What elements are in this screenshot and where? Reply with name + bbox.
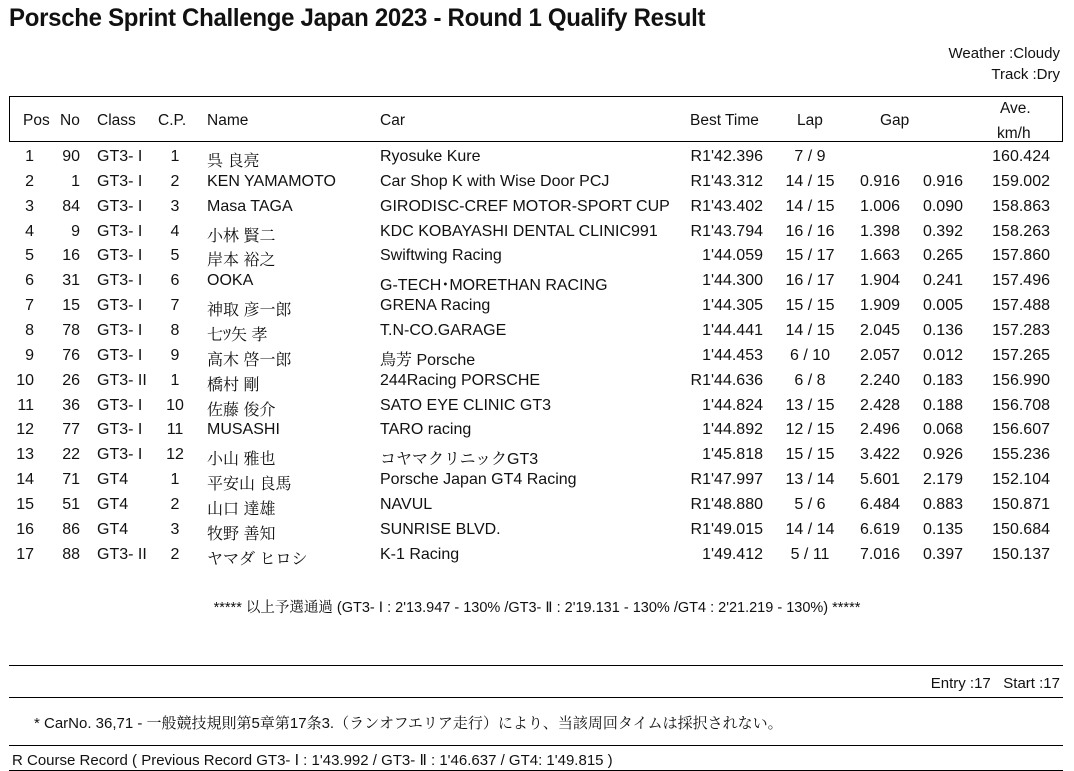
- header-lap: Lap: [797, 112, 823, 129]
- cell-gap-leader: 2.057: [859, 346, 900, 364]
- cell-gap-prev: 0.926: [922, 446, 963, 464]
- cell-no: 9: [71, 222, 80, 240]
- cell-class: GT4: [97, 471, 129, 489]
- cell-ave: 150.137: [992, 545, 1050, 563]
- cell-gap-prev: 0.068: [922, 421, 963, 439]
- cell-ave: 158.863: [992, 197, 1050, 215]
- weather-label: Weather :Cloudy: [948, 45, 1060, 62]
- cell-best-time: 1'44.441: [702, 321, 763, 339]
- cell-best-time: R1'48.880: [690, 495, 763, 513]
- cell-gap-leader: 1.904: [859, 272, 900, 290]
- cell-lap: 12 / 15: [785, 421, 835, 439]
- cell-name: 七ﾂ矢 孝: [207, 326, 268, 344]
- cell-gap-prev: 0.392: [922, 222, 963, 240]
- cell-ave: 159.002: [992, 172, 1050, 190]
- cell-class: GT4: [97, 520, 129, 538]
- header-no: No: [60, 112, 80, 129]
- divider-line-1: [9, 665, 1063, 666]
- cell-ave: 158.263: [992, 222, 1050, 240]
- cell-name: MUSASHI: [207, 421, 280, 439]
- cell-class: GT3- I: [97, 446, 143, 464]
- cell-gap-prev: 0.135: [922, 520, 963, 538]
- cell-lap: 14 / 14: [785, 520, 835, 538]
- table-top-border: [9, 96, 1063, 97]
- cell-cp: 11: [166, 421, 184, 439]
- cell-no: 1: [71, 172, 80, 190]
- cell-pos: 8: [25, 321, 34, 339]
- cell-car: SUNRISE BLVD.: [380, 520, 501, 538]
- cell-no: 90: [62, 148, 80, 165]
- cell-gap-prev: 0.916: [922, 172, 963, 190]
- header-class: Class: [97, 112, 136, 129]
- cell-car: 244Racing PORSCHE: [380, 371, 541, 389]
- table-row: [0, 245, 1074, 270]
- cell-car: NAVUL: [380, 495, 433, 513]
- cell-no: 16: [62, 247, 80, 265]
- cell-ave: 157.860: [992, 247, 1050, 265]
- cell-lap: 5 / 6: [794, 495, 826, 513]
- table-row: [0, 146, 1074, 171]
- cell-car: GIRODISC-CREF MOTOR-SPORT CUP: [380, 197, 670, 215]
- cell-best-time: R1'49.015: [690, 520, 763, 538]
- table-row: [0, 221, 1074, 246]
- cell-class: GT3- I: [97, 272, 143, 290]
- cell-best-time: 1'44.305: [702, 297, 763, 315]
- cell-cp: 1: [170, 148, 180, 165]
- cell-cp: 3: [170, 197, 180, 215]
- cell-ave: 150.684: [992, 520, 1050, 538]
- cell-car: コヤマクリニックGT3: [380, 451, 539, 469]
- table-row: [0, 444, 1074, 469]
- table-row: [0, 295, 1074, 320]
- cell-name: 橋村 剛: [207, 376, 260, 394]
- cell-class: GT3- I: [97, 346, 143, 364]
- table-row: [0, 494, 1074, 519]
- table-row: [0, 270, 1074, 295]
- cell-best-time: R1'43.794: [690, 222, 763, 240]
- cell-name: 高木 啓一郎: [207, 351, 292, 369]
- cell-class: GT3- I: [97, 197, 143, 215]
- cell-car: T.N-CO.GARAGE: [380, 321, 507, 339]
- cell-pos: 14: [16, 471, 34, 489]
- cell-gap-leader: 1.909: [859, 297, 900, 315]
- header-best-time: Best Time: [690, 112, 759, 129]
- cell-car: Car Shop K with Wise Door PCJ: [380, 172, 610, 190]
- cell-lap: 15 / 15: [785, 446, 835, 464]
- track-label: Track :Dry: [991, 66, 1060, 83]
- cell-car: TARO racing: [380, 421, 472, 439]
- table-row: [0, 370, 1074, 395]
- cell-name: KEN YAMAMOTO: [207, 172, 336, 190]
- cell-cp: 2: [170, 545, 180, 563]
- cell-gap-leader: 5.601: [859, 471, 900, 489]
- cell-ave: 150.871: [992, 495, 1050, 513]
- cell-gap-leader: 2.496: [859, 421, 900, 439]
- cell-no: 26: [62, 371, 80, 389]
- cell-best-time: 1'44.453: [702, 346, 763, 364]
- table-header-border: [9, 141, 1063, 142]
- cell-gap-prev: 0.012: [922, 346, 963, 364]
- cell-name: 小山 雅也: [207, 451, 276, 469]
- cell-gap-leader: 1.663: [859, 247, 900, 265]
- start-count: Start :17: [1003, 675, 1060, 692]
- table-left-border: [9, 96, 10, 141]
- cell-best-time: 1'44.824: [702, 396, 763, 414]
- cell-pos: 4: [25, 222, 34, 240]
- cell-no: 36: [62, 396, 80, 414]
- cell-ave: 157.488: [992, 297, 1050, 315]
- cell-gap-leader: 2.240: [859, 371, 900, 389]
- table-row: [0, 419, 1074, 444]
- cell-lap: 14 / 15: [785, 321, 835, 339]
- cell-cp: 2: [170, 495, 180, 513]
- table-row: [0, 544, 1074, 569]
- cell-name: 山口 達雄: [207, 500, 276, 518]
- cell-best-time: R1'43.312: [690, 172, 763, 190]
- cell-gap-leader: 1.398: [859, 222, 900, 240]
- cell-car: KDC KOBAYASHI DENTAL CLINIC991: [380, 222, 658, 240]
- cell-class: GT3- I: [97, 148, 143, 165]
- cell-gap-prev: 0.090: [922, 197, 963, 215]
- cell-pos: 2: [25, 172, 34, 190]
- cell-no: 78: [62, 321, 80, 339]
- cell-name: 佐藤 俊介: [207, 401, 276, 419]
- cell-best-time: 1'44.300: [702, 272, 763, 290]
- cell-gap-leader: 6.484: [859, 495, 900, 513]
- cell-ave: 152.104: [992, 471, 1050, 489]
- cell-pos: 9: [25, 346, 34, 364]
- cell-best-time: 1'44.892: [702, 421, 763, 439]
- cell-class: GT3- II: [97, 371, 147, 389]
- cell-lap: 16 / 17: [785, 272, 835, 290]
- cell-car: Porsche Japan GT4 Racing: [380, 471, 577, 489]
- cell-name: 小林 賢二: [207, 227, 276, 245]
- cell-gap-prev: 0.183: [922, 371, 963, 389]
- cell-no: 15: [62, 297, 80, 315]
- cell-best-time: R1'44.636: [690, 371, 763, 389]
- cell-best-time: R1'42.396: [690, 148, 763, 165]
- cell-lap: 7 / 9: [794, 148, 826, 165]
- cell-car: Ryosuke Kure: [380, 148, 481, 165]
- cell-name: Masa TAGA: [207, 197, 293, 215]
- cell-class: GT3- I: [97, 321, 143, 339]
- cell-gap-prev: 0.241: [922, 272, 963, 290]
- divider-line-3: [9, 745, 1063, 746]
- header-car: Car: [380, 112, 405, 129]
- cell-car: 鳥芳 Porsche: [380, 351, 476, 369]
- table-row: [0, 196, 1074, 221]
- cell-pos: 7: [25, 297, 34, 315]
- page-title: Porsche Sprint Challenge Japan 2023 - Round 1 Qualify Result: [9, 4, 706, 32]
- cell-no: 84: [62, 197, 80, 215]
- cell-lap: 6 / 10: [789, 346, 831, 364]
- cell-no: 76: [62, 346, 80, 364]
- cell-cp: 3: [170, 520, 180, 538]
- cell-pos: 12: [16, 421, 34, 439]
- cell-class: GT3- I: [97, 222, 143, 240]
- cell-no: 86: [62, 520, 80, 538]
- header-pos: Pos: [23, 112, 50, 129]
- cell-lap: 15 / 15: [785, 297, 835, 315]
- cell-class: GT3- I: [97, 396, 143, 414]
- cell-cp: 1: [170, 371, 180, 389]
- header-gap: Gap: [880, 112, 910, 129]
- cell-ave: 157.283: [992, 321, 1050, 339]
- cell-no: 71: [62, 471, 80, 489]
- cell-lap: 5 / 11: [790, 545, 830, 563]
- cell-lap: 13 / 14: [785, 471, 835, 489]
- cell-lap: 15 / 17: [785, 247, 835, 265]
- cell-cp: 6: [170, 272, 180, 290]
- cell-best-time: R1'43.402: [690, 197, 763, 215]
- header-ave: Ave.: [1000, 100, 1031, 117]
- cell-cp: 10: [166, 396, 184, 414]
- cell-pos: 5: [25, 247, 34, 265]
- carno-note: * CarNo. 36,71 - 一般競技規則第5章第17条3.（ランオフエリア走行）により、当該周回タイムは採択されない。: [34, 715, 783, 732]
- cell-pos: 11: [17, 396, 34, 414]
- cell-ave: 155.236: [992, 446, 1050, 464]
- cell-pos: 6: [25, 272, 34, 290]
- cell-class: GT3- I: [97, 297, 143, 315]
- cell-gap-leader: 1.006: [859, 197, 900, 215]
- cell-cp: 4: [170, 222, 180, 240]
- cell-gap-prev: 0.005: [922, 297, 963, 315]
- header-name: Name: [207, 112, 249, 129]
- cell-car: GRENA Racing: [380, 297, 491, 315]
- cell-lap: 13 / 15: [785, 396, 835, 414]
- cell-ave: 156.708: [992, 396, 1050, 414]
- cell-class: GT4: [97, 495, 129, 513]
- cell-gap-leader: 7.016: [859, 545, 900, 563]
- cell-pos: 10: [16, 371, 34, 389]
- cell-cp: 5: [170, 247, 180, 265]
- table-row: [0, 519, 1074, 544]
- cell-best-time: R1'47.997: [690, 471, 763, 489]
- cell-cp: 12: [166, 446, 184, 464]
- cell-no: 51: [62, 495, 80, 513]
- table-row: [0, 345, 1074, 370]
- entry-start-counts: [931, 675, 1060, 692]
- cell-car: Swiftwing Racing: [380, 247, 502, 265]
- cell-name: 平安山 良馬: [207, 476, 292, 494]
- cell-gap-prev: 0.136: [922, 321, 963, 339]
- cell-ave: 160.424: [992, 148, 1050, 165]
- cell-lap: 6 / 8: [794, 371, 826, 389]
- cell-pos: 1: [25, 148, 34, 165]
- cell-car: G-TECH･MORETHAN RACING: [380, 277, 608, 295]
- cell-ave: 157.265: [992, 346, 1050, 364]
- header-kmh: km/h: [997, 125, 1031, 142]
- qualify-note: ***** 以上予選通過 (GT3- Ⅰ : 2'13.947 - 130% /GT3- Ⅱ : 2'19.131 - 130% /GT4 : 2'21.219 - 130%) *****: [213, 600, 861, 616]
- cell-ave: 157.496: [992, 272, 1050, 290]
- cell-no: 22: [62, 446, 80, 464]
- table-right-border: [1062, 96, 1063, 141]
- cell-class: GT3- I: [97, 421, 143, 439]
- cell-gap-prev: 0.188: [922, 396, 963, 414]
- divider-line-2: [9, 697, 1063, 698]
- cell-car: K-1 Racing: [380, 545, 460, 563]
- table-row: [0, 395, 1074, 420]
- cell-no: 77: [62, 421, 80, 439]
- cell-name: 岸本 裕之: [207, 252, 276, 270]
- cell-name: OOKA: [207, 272, 254, 290]
- cell-class: GT3- I: [97, 247, 143, 265]
- table-row: [0, 469, 1074, 494]
- cell-lap: 16 / 16: [785, 222, 835, 240]
- cell-name: 牧野 善知: [207, 525, 276, 543]
- cell-gap-leader: 6.619: [859, 520, 900, 538]
- cell-no: 31: [62, 272, 80, 290]
- header-cp: C.P.: [158, 112, 187, 129]
- cell-gap-prev: 0.265: [922, 247, 963, 265]
- cell-car: SATO EYE CLINIC GT3: [380, 396, 552, 414]
- cell-pos: 17: [16, 545, 34, 563]
- course-record-note: R Course Record ( Previous Record GT3- Ⅰ : 1'43.992 / GT3- Ⅱ : 1'46.637 / GT4: 1'49.815 ): [12, 752, 613, 769]
- cell-name: 神取 彦一郎: [207, 302, 292, 320]
- cell-ave: 156.607: [992, 421, 1050, 439]
- cell-best-time: 1'44.059: [702, 247, 763, 265]
- cell-name: 呉 良亮: [207, 153, 260, 170]
- cell-gap-leader: 2.428: [859, 396, 900, 414]
- cell-no: 88: [62, 545, 80, 563]
- cell-gap-prev: 0.397: [922, 545, 963, 563]
- cell-lap: 14 / 15: [785, 197, 835, 215]
- cell-pos: 15: [16, 495, 34, 513]
- cell-gap-leader: 0.916: [859, 172, 900, 190]
- table-row: [0, 171, 1074, 196]
- cell-cp: 2: [170, 172, 180, 190]
- cell-name: ヤマダ ヒロシ: [207, 550, 308, 568]
- cell-cp: 7: [170, 297, 180, 315]
- cell-gap-prev: 2.179: [922, 471, 963, 489]
- cell-best-time: 1'49.412: [702, 545, 763, 563]
- cell-cp: 9: [170, 346, 180, 364]
- table-row: [0, 320, 1074, 345]
- cell-pos: 13: [16, 446, 34, 464]
- entry-count: Entry :17: [930, 675, 991, 692]
- cell-pos: 16: [16, 520, 34, 538]
- cell-pos: 3: [25, 197, 34, 215]
- cell-cp: 1: [170, 471, 180, 489]
- cell-lap: 14 / 15: [785, 172, 835, 190]
- cell-cp: 8: [170, 321, 180, 339]
- cell-gap-leader: 2.045: [859, 321, 900, 339]
- cell-gap-leader: 3.422: [859, 446, 900, 464]
- cell-ave: 156.990: [992, 371, 1050, 389]
- cell-class: GT3- I: [97, 172, 143, 190]
- cell-best-time: 1'45.818: [702, 446, 763, 464]
- cell-gap-prev: 0.883: [922, 495, 963, 513]
- cell-class: GT3- II: [97, 545, 147, 563]
